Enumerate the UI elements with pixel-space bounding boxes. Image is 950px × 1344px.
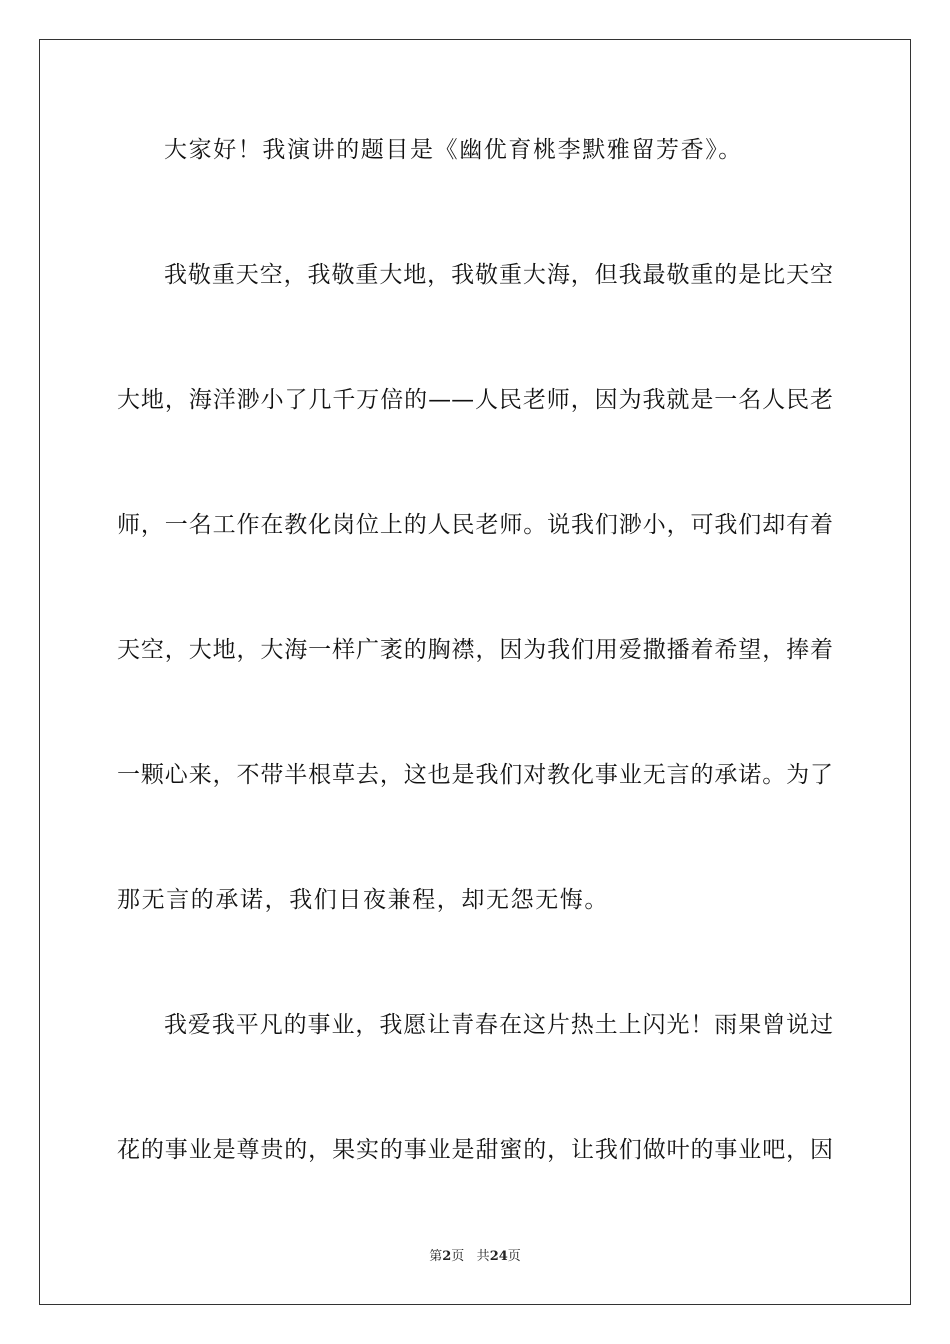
text-line-4: 师，一名工作在教化岗位上的人民老师。说我们渺小，可我们却有着 <box>117 512 833 538</box>
footer-page-prefix: 第 <box>429 1249 443 1264</box>
footer-total-pages: 24 <box>489 1249 508 1264</box>
text-line-3: 大地，海洋渺小了几千万倍的——人民老师，因为我就是一名人民老 <box>117 387 833 413</box>
page-footer <box>0 1245 950 1264</box>
text-line-8: 我爱我平凡的事业，我愿让青春在这片热土上闪光！雨果曾说过 <box>164 1012 833 1038</box>
text-line-2: 我敬重天空，我敬重大地，我敬重大海，但我最敬重的是比天空 <box>164 262 833 288</box>
page-border <box>39 39 911 1305</box>
text-line-5: 天空，大地，大海一样广袤的胸襟，因为我们用爱撒播着希望，捧着 <box>117 637 833 663</box>
text-line-6: 一颗心来，不带半根草去，这也是我们对教化事业无言的承诺。为了 <box>117 762 833 788</box>
footer-page-number: 2 <box>442 1249 452 1264</box>
footer-total-prefix: 共 <box>476 1249 490 1264</box>
text-line-1: 大家好！我演讲的题目是《幽优育桃李默雅留芳香》。 <box>164 137 743 163</box>
footer-page-suffix: 页 <box>451 1249 465 1264</box>
text-line-9: 花的事业是尊贵的，果实的事业是甜蜜的，让我们做叶的事业吧，因 <box>117 1137 833 1163</box>
text-line-7: 那无言的承诺，我们日夜兼程，却无怨无悔。 <box>117 887 609 913</box>
footer-total-suffix: 页 <box>507 1249 521 1264</box>
